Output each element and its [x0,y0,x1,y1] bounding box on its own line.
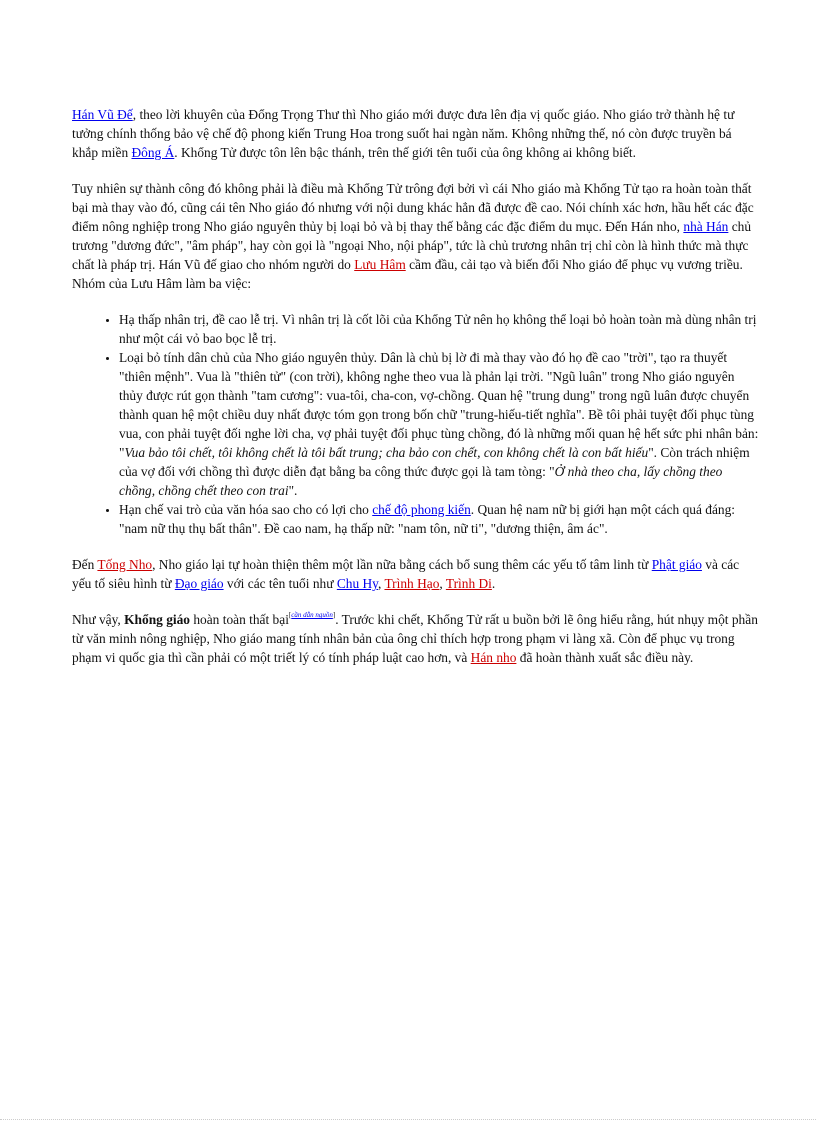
citation-bracket-open: [ [288,611,292,619]
separator: , [439,576,446,591]
paragraph-3-text-b: , Nho giáo lại tự hoàn thiện thêm một lần nữa bằng cách bổ sung thêm các yếu tố tâm linh từ [152,557,652,572]
link-dong-a[interactable]: Đông Á [131,145,175,160]
bullet-list [72,310,760,538]
list-item [119,348,760,500]
document-body [72,105,760,684]
paragraph-3-text-d: với các tên tuổi như [223,576,337,591]
link-nha-han[interactable]: nhà Hán [683,219,729,234]
paragraph-3 [72,555,760,593]
list-item [119,500,760,538]
link-trinh-hao[interactable]: Trình Hạo [384,576,440,591]
list-item-3-text-b: . Quan hệ nam nữ bị giới hạn một cách quá đáng: "nam nữ thụ thụ bất thân". Đề cao nam, hạ thấp nữ: "nam tôn, nữ ti", "dương thiện, âm ác". [119,502,736,536]
link-dao-giao[interactable]: Đạo giáo [174,576,224,591]
paragraph-3-text-a: Đến [72,557,98,572]
list-item-3-text-a: Hạn chế vai trò của văn hóa sao cho có lợi cho [119,502,373,517]
list-item-2-text-a: Loại bỏ tính dân chủ của Nho giáo nguyên thủy. Dân là chủ bị lờ đi mà thay vào đó họ đề cao "trời", tạo ra thuyết "thiên mệnh". Vua là "thiên tử" (con trời), không nghe theo vua là phản lại trời. "Ngũ luân" trong Nho giáo nguyên thủy được rút gọn thành "tam cương": vua-tôi, cha-con, vợ-chồng. Quan hệ "trung dung" trong ngũ luân được chuyển thành quan hệ một chiều duy nhất được tóm gọn trong bốn chữ "trung-hiếu-tiết nghĩa". Bề tôi phải tuyệt đối phục tùng vua, con phải tuyệt đối nghe lời cha, vợ phải tuyệt đối phục tùng chồng, đó là những mối quan hệ hết sức phi nhân bản: " [119,350,759,460]
paragraph-2 [72,179,760,293]
bold-term-khong-giao: Khổng giáo [124,612,190,627]
paragraph-4 [72,610,760,667]
paragraph-4-text-a: Như vậy, [72,612,125,627]
page-bottom-border [0,1119,816,1120]
list-item-2-quote-2: Ở nhà theo cha, lấy chồng theo chồng, chồng chết theo con trai [119,464,723,498]
paragraph-3-text-e: . [491,576,496,591]
paragraph-4-text-d: đã hoàn thành xuất sắc điều này. [516,650,694,665]
link-phat-giao[interactable]: Phật giáo [651,557,702,572]
paragraph-1 [72,105,760,162]
link-chu-hy[interactable]: Chu Hy [336,576,378,591]
paragraph-2-text-a: Tuy nhiên sự thành công đó không phải là điều mà Khổng Tử trông đợi bởi vì cái Nho giáo mà Khổng Tử tạo ra hoàn toàn thất bại mà thay vào đó, cũng cái tên Nho giáo đó nhưng với nội dung khác hẳn đã được đề cao. Nói chính xác hơn, hầu hết các đặc điểm nông nghiệp trong Nho giáo nguyên thủy bị loại bỏ và bị thay thế bằng các đặc điểm du mục. Đến Hán nho, [72,181,754,234]
citation-needed [289,611,335,619]
list-item [119,310,760,348]
list-item-2-quote-1: Vua bảo tôi chết, tôi không chết là tôi bất trung; cha bảo con chết, con không chết là con bất hiếu [124,445,649,460]
citation-bracket-close: ] [332,611,336,619]
link-han-nho[interactable]: Hán nho [470,650,517,665]
paragraph-4-text-c: . Trước khi chết, Khổng Tử rất u buồn bởi lẽ ông hiểu rằng, hút nhụy một phần từ văn minh nông nghiệp, Nho giáo mang tính nhân bản của ông chỉ thích hợp trong phạm vi làng xã. Còn để phục vụ trong phạm vi quốc gia thì cần phải có một triết lý có tính pháp luật cao hơn, và [72,612,758,665]
paragraph-2-text-b: chủ trương "dương đức", "âm pháp", hay còn gọi là "ngoại Nho, nội pháp", tức là chủ trương nhân trị chỉ còn là hình thức mà thực chất là pháp trị. Hán Vũ đế giao cho nhóm người do [72,219,752,272]
paragraph-3-text-c: và các yếu tố siêu hình từ [72,557,740,591]
list-item-2-text-c: ". [288,483,298,498]
citation-needed-link[interactable]: cần dẫn nguồn [291,611,333,619]
paragraph-1-text-b: . Khổng Tử được tôn lên bậc thánh, trên thế giới tên tuổi của ông không ai không biết. [174,145,636,160]
link-trinh-di[interactable]: Trình Di [445,576,492,591]
link-che-do-phong-kien[interactable]: chế độ phong kiến [372,502,471,517]
link-tong-nho[interactable]: Tống Nho [97,557,153,572]
link-han-vu-de[interactable]: Hán Vũ Đế [72,107,133,122]
paragraph-1-text-a: , theo lời khuyên của Đổng Trọng Thư thì Nho giáo mới được đưa lên địa vị quốc giáo. Nho giáo trở thành hệ tư tưởng chính thống bảo vệ chế độ phong kiến Trung Hoa trong suốt hai ngàn năm. Không những thế, nó còn được truyền bá khắp miền [72,107,735,160]
link-luu-ham[interactable]: Lưu Hâm [354,257,406,272]
paragraph-2-text-c: cầm đầu, cải tạo và biến đổi Nho giáo để phục vụ vương triều. Nhóm của Lưu Hâm làm ba việc: [72,257,743,291]
list-item-1-text: Hạ thấp nhân trị, đề cao lễ trị. Vì nhân trị là cốt lõi của Khổng Tử nên họ không thể loại bỏ hoàn toàn mà dùng nhân trị như một cái vỏ bao bọc lễ trị. [119,312,757,346]
separator: , [378,576,385,591]
list-item-2-text-b: ". Còn trách nhiệm của vợ đối với chồng thì được diễn đạt bằng ba công thức được gọi là tam tòng: " [119,445,750,479]
paragraph-4-text-b: hoàn toàn thất bại [190,612,289,627]
